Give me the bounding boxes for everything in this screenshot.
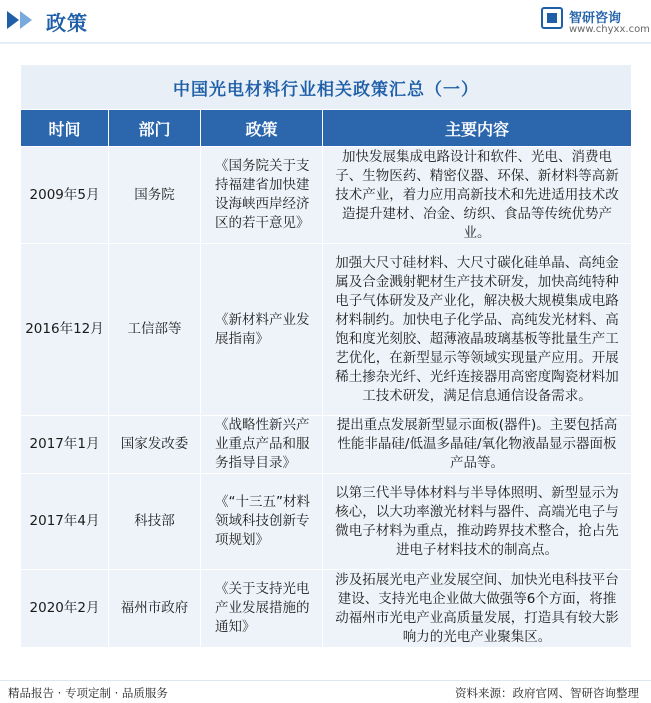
cell-time: 2020年2月 (21, 570, 109, 648)
brand-logo (541, 5, 650, 39)
table-row (21, 570, 632, 648)
cell-time: 2017年1月 (21, 416, 109, 474)
cell-dept: 工信部等 (109, 244, 201, 416)
cell-dept: 国家发改委 (109, 416, 201, 474)
section-title: 政策 (46, 11, 88, 35)
column-header-dept: 部门 (109, 110, 201, 147)
cell-policy: 《战略性新兴产业重点产品和服务指导目录》 (201, 416, 323, 474)
cell-time: 2017年4月 (21, 474, 109, 570)
table-row (21, 244, 632, 416)
table-row (21, 474, 632, 570)
logo-url: www.chyxx.com (569, 24, 650, 35)
cell-content: 加强大尺寸硅材料、大尺寸碳化硅单晶、高纯金属及合金溅射靶材生产技术研发，加快高纯特种电子气体研发及产业化，解决极大规模集成电路材料制约。加快电子化学品、高纯发光材料、高饱和度光刻胶、超薄液晶玻璃基板等批量生产工艺优化，在新型显示等领域实现量产应用。开展稀土掺杂光纤、光纤连接器用高密度陶瓷材料加工技术研发，满足信息通信设备需求。 (323, 244, 632, 416)
cell-policy: 《新材料产业发展指南》 (201, 244, 323, 416)
cell-policy: 《国务院关于支持福建省加快建设海峡西岸经济区的若干意见》 (201, 147, 323, 244)
logo-name: 智研咨询 (569, 11, 622, 26)
cell-dept: 科技部 (109, 474, 201, 570)
chevron-right-icon (7, 11, 19, 29)
footer-bar (0, 680, 651, 703)
cell-content: 以第三代半导体材料与半导体照明、新型显示为核心，以大功率激光材料与器件、高端光电子与微电子材料为重点，推动跨界技术整合，抢占先进电子材料技术的制高点。 (323, 474, 632, 570)
policy-table (20, 64, 632, 648)
column-header-time: 时间 (21, 110, 109, 147)
column-header-policy: 政策 (201, 110, 323, 147)
cell-content: 涉及拓展光电产业发展空间、加快光电科技平台建设、支持光电企业做大做强等6个方面，将推动福州市光电产业高质量发展，打造具有较大影响力的光电产业聚集区。 (323, 570, 632, 648)
table-header-row (21, 110, 632, 147)
column-header-content: 主要内容 (323, 110, 632, 147)
header-divider (0, 42, 651, 44)
footer-source: 资料来源：政府官网、智研咨询整理 (455, 686, 639, 700)
cell-policy: 《“十三五”材料领域科技创新专项规划》 (201, 474, 323, 570)
cell-content: 提出重点发展新型显示面板(器件)。主要包括高性能非晶硅/低温多晶硅/氧化物液晶显示器面板产品等。 (323, 416, 632, 474)
cell-dept: 福州市政府 (109, 570, 201, 648)
cell-time: 2009年5月 (21, 147, 109, 244)
logo-icon (541, 7, 563, 29)
top-bar (0, 0, 651, 40)
table-caption: 中国光电材料行业相关政策汇总（一） (21, 65, 632, 110)
chevron-right-icon (20, 11, 32, 29)
cell-policy: 《关于支持光电产业发展措施的通知》 (201, 570, 323, 648)
table-row (21, 416, 632, 474)
cell-dept: 国务院 (109, 147, 201, 244)
table-caption-row (21, 65, 632, 110)
cell-content: 加快发展集成电路设计和软件、光电、消费电子、生物医药、精密仪器、环保、新材料等高新技术产业，着力应用高新技术和先进适用技术改造提升建材、冶金、纺织、食品等传统优势产业。 (323, 147, 632, 244)
footer-slogan: 精品报告 · 专项定制 · 品质服务 (8, 686, 168, 700)
table-row (21, 147, 632, 244)
cell-time: 2016年12月 (21, 244, 109, 416)
